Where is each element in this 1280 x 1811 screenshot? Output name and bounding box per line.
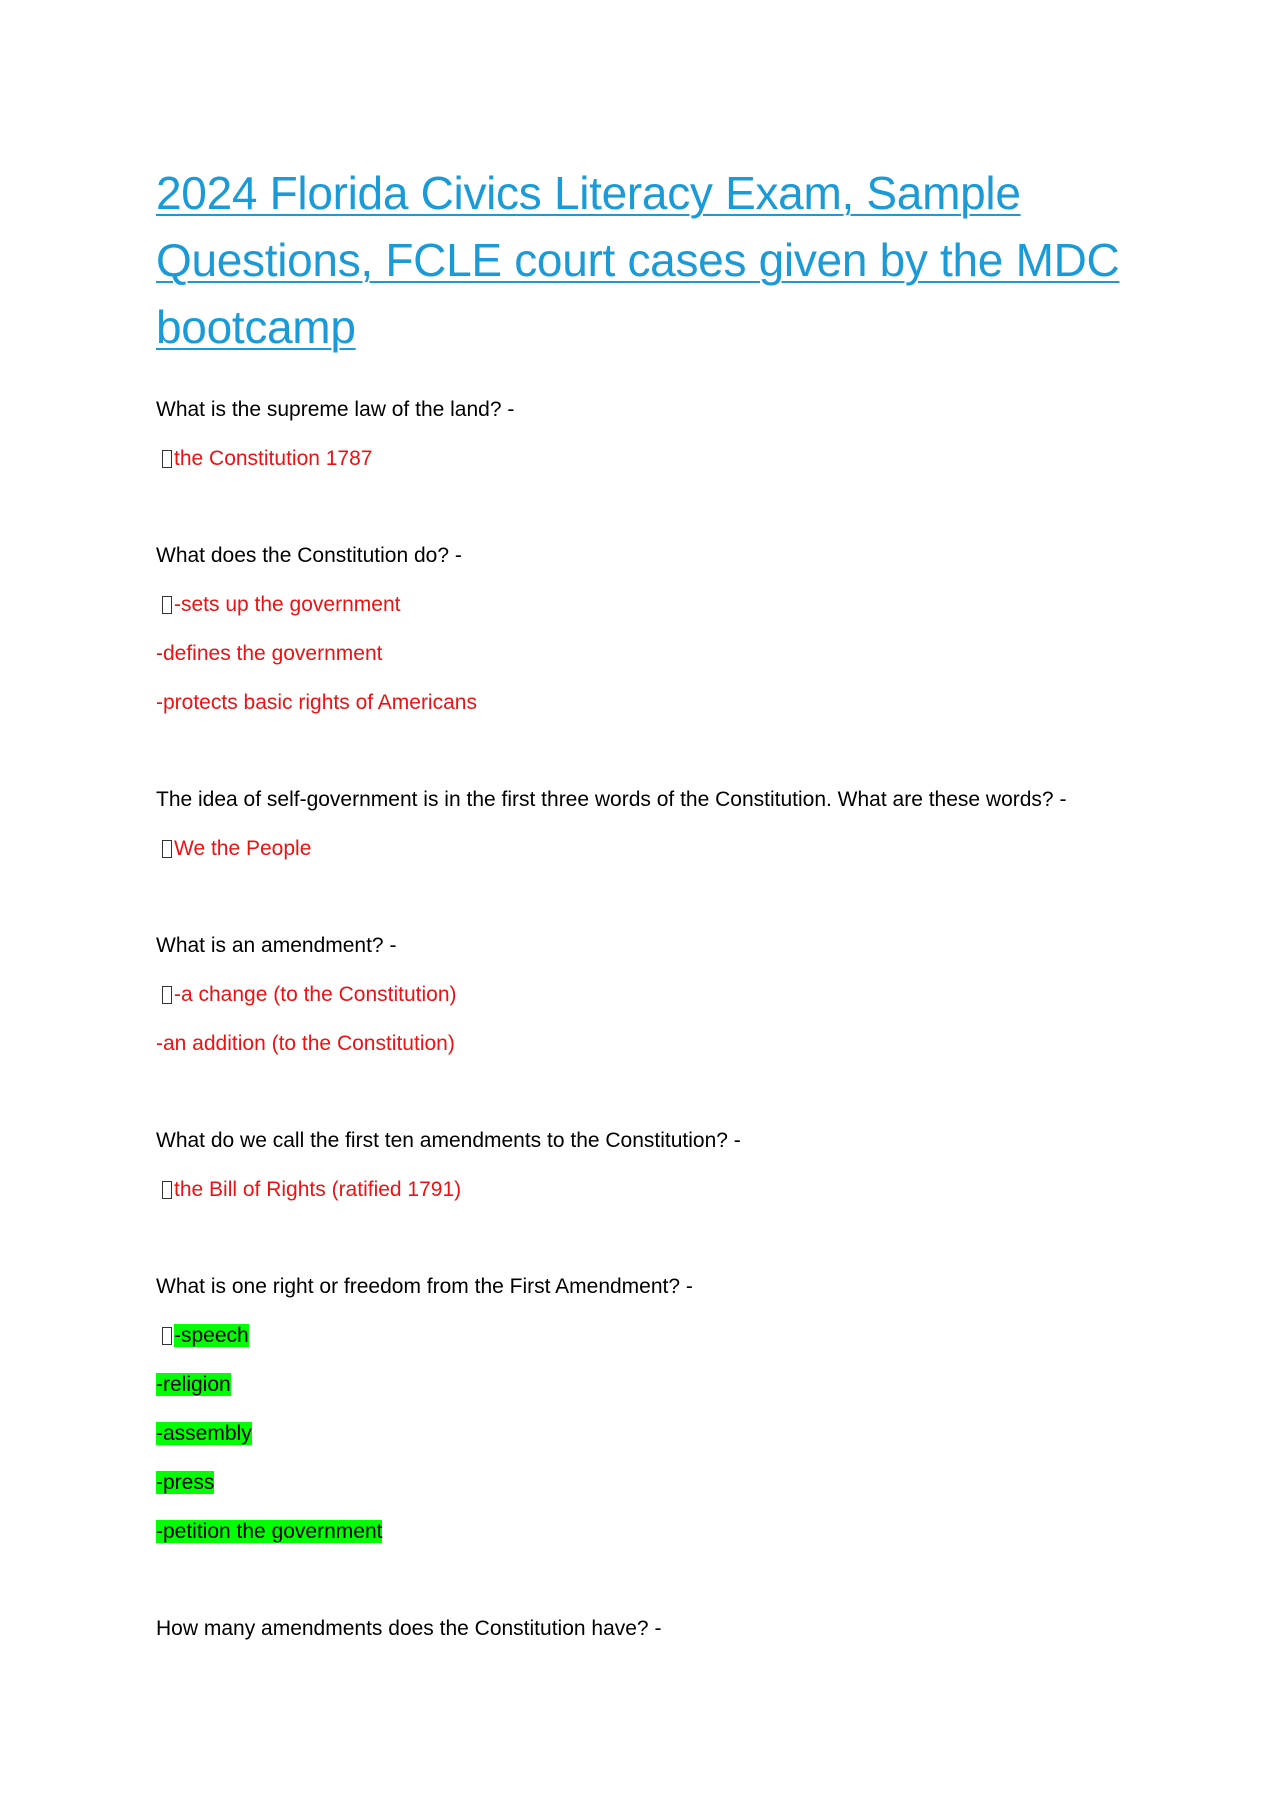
- qa-item: [156, 1262, 1146, 1556]
- answer-text: -defines the government: [156, 642, 383, 665]
- answer-text: -assembly: [156, 1422, 252, 1445]
- answer-text: -press: [156, 1471, 215, 1494]
- answer-line: [156, 1019, 1146, 1068]
- answer-text: -petition the government: [156, 1520, 383, 1543]
- answer-line: [156, 1458, 1146, 1507]
- question-text: The idea of self-government is in the first three words of the Constitution. What are these words? -: [156, 788, 1067, 811]
- answer-text: -an addition (to the Constitution): [156, 1032, 455, 1055]
- document-page: [156, 160, 1146, 1701]
- answer-text: the Bill of Rights (ratified 1791): [174, 1178, 462, 1201]
- qa-item: [156, 1604, 1146, 1653]
- question-text: How many amendments does the Constitution have? -: [156, 1617, 662, 1640]
- qa-item: [156, 1116, 1146, 1214]
- box-glyph-icon: [162, 450, 172, 468]
- question-text: What is the supreme law of the land? -: [156, 398, 515, 421]
- answer-line: [156, 629, 1146, 678]
- answer-line: [156, 1507, 1146, 1556]
- qa-item: [156, 775, 1146, 873]
- qa-item: [156, 385, 1146, 483]
- answer-line: [156, 1311, 1146, 1360]
- qa-list: [156, 385, 1146, 1653]
- qa-item: [156, 531, 1146, 727]
- answer-line: [156, 434, 1146, 483]
- answer-line: [156, 580, 1146, 629]
- answer-text: -speech: [174, 1324, 249, 1347]
- question-text: What is one right or freedom from the First Amendment? -: [156, 1275, 693, 1298]
- box-glyph-icon: [162, 986, 172, 1004]
- answer-line: [156, 1360, 1146, 1409]
- answer-text: -sets up the government: [174, 593, 401, 616]
- document-title-link[interactable]: 2024 Florida Civics Literacy Exam, Sample Questions, FCLE court cases given by the MDC bootcamp: [156, 167, 1120, 353]
- answer-text: -religion: [156, 1373, 231, 1396]
- question-text: What do we call the first ten amendments to the Constitution? -: [156, 1129, 741, 1152]
- qa-item: [156, 921, 1146, 1068]
- box-glyph-icon: [162, 1327, 172, 1345]
- answer-line: [156, 824, 1146, 873]
- answer-text: We the People: [174, 837, 312, 860]
- answer-line: [156, 1409, 1146, 1458]
- box-glyph-icon: [162, 840, 172, 858]
- answer-text: -a change (to the Constitution): [174, 983, 457, 1006]
- answer-text: -protects basic rights of Americans: [156, 691, 477, 714]
- answer-text: the Constitution 1787: [174, 447, 373, 470]
- question-text: What is an amendment? -: [156, 934, 397, 957]
- box-glyph-icon: [162, 1181, 172, 1199]
- answer-line: [156, 678, 1146, 727]
- answer-line: [156, 1165, 1146, 1214]
- question-text: What does the Constitution do? -: [156, 544, 462, 567]
- box-glyph-icon: [162, 596, 172, 614]
- answer-line: [156, 970, 1146, 1019]
